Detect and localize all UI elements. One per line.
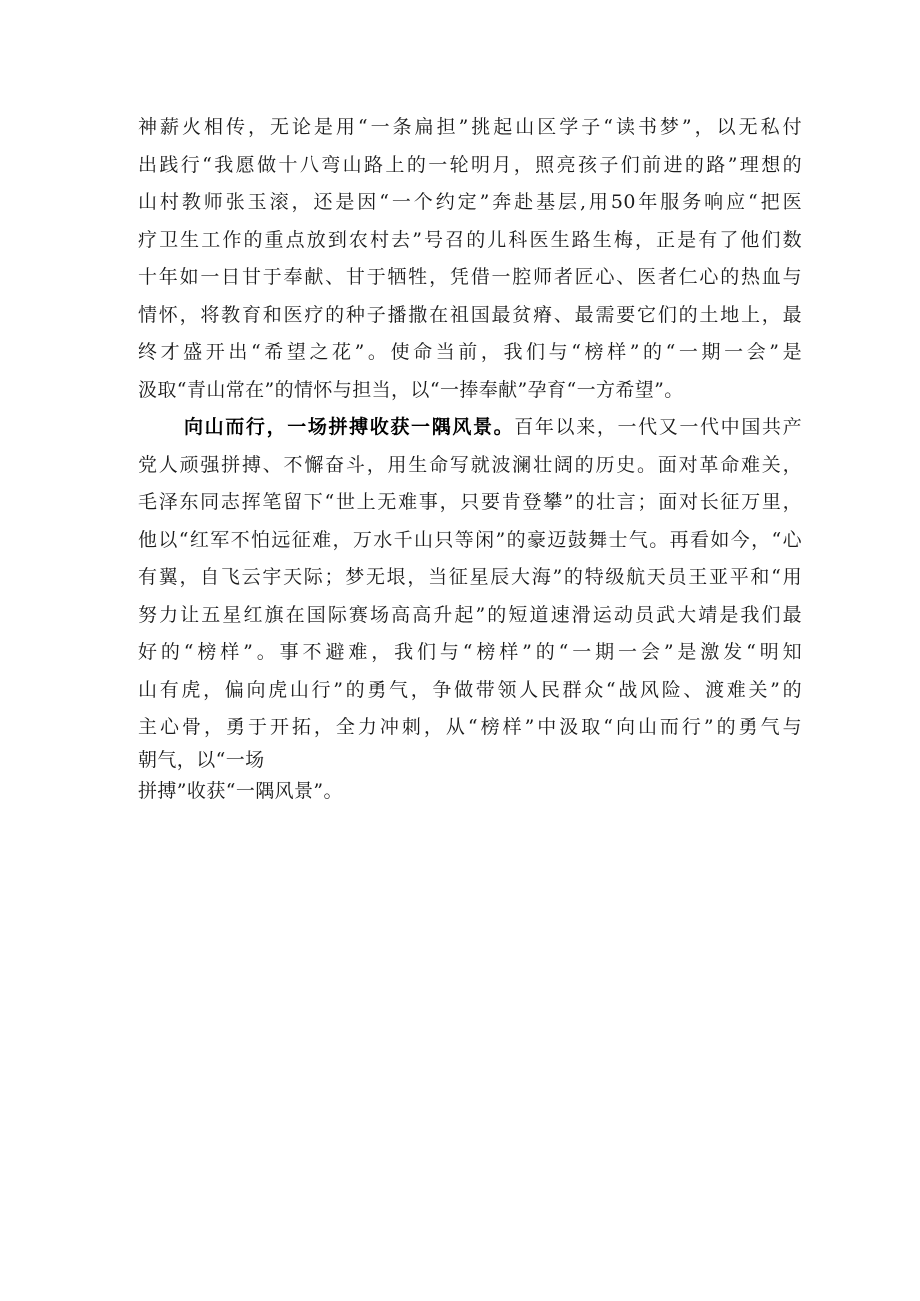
text-line: 疗卫生工作的重点放到农村去”号召的儿科医生路生梅，正是有了他们数 xyxy=(138,228,802,251)
text-line: 拼搏”收获“一隅风景”。 xyxy=(138,779,343,802)
text-line: 毛泽东同志挥笔留下“世上无难事，只要肯登攀”的壮言；面对长征万里， xyxy=(138,491,802,513)
text-line: 神薪火相传，无论是用“一条扁担”挑起山区学子“读书梦”，以无私付 xyxy=(138,116,802,138)
text-line: 好的“榜样”。事不避难，我们与“榜样”的“一期一会”是激发“明知 xyxy=(138,641,802,663)
text-line: 终才盛开出“希望之花”。使命当前，我们与“榜样”的“一期一会”是 xyxy=(138,341,802,363)
text-line: 山村教师张玉滚，还是因“一个约定”奔赴基层,用50年服务响应“把医 xyxy=(138,191,802,213)
text-line: 山有虎，偏向虎山行”的勇气，争做带领人民群众“战风险、渡难关”的 xyxy=(138,678,802,701)
text-line: 他以“红军不怕远征难，万水千山只等闲”的豪迈鼓舞士气。再看如今，“心 xyxy=(138,528,802,551)
text-line: 汲取“青山常在”的情怀与担当，以“一捧奉献”孕育“一方希望”。 xyxy=(138,378,684,401)
section-heading: 向山而行，一场拼搏收获一隅风景。 xyxy=(184,416,515,438)
paragraph-1 xyxy=(138,109,802,409)
text-line: 党人顽强拼搏、不懈奋斗，用生命写就波澜壮阔的历史。面对革命难关， xyxy=(138,453,802,476)
paragraph-2 xyxy=(138,409,802,810)
text-run: 百年以来，一代又一代中国共产 xyxy=(514,416,802,438)
text-line: 努力让五星红旗在国际赛场高高升起”的短道速滑运动员武大靖是我们最 xyxy=(138,603,802,626)
text-line: 朝气，以“一场 xyxy=(138,748,265,771)
text-line: 情怀，将教育和医疗的种子播撒在祖国最贫瘠、最需要它们的土地上，最 xyxy=(138,303,802,326)
text-line: 有翼，自飞云宇天际；梦无垠，当征星辰大海”的特级航天员王亚平和“用 xyxy=(138,566,802,588)
text-line: 主心骨，勇于开拓，全力冲刺，从“榜样”中汲取“向山而行”的勇气与 xyxy=(138,716,802,738)
text-line: 出践行“我愿做十八弯山路上的一轮明月，照亮孩子们前进的路”理想的 xyxy=(138,153,802,176)
paragraph-2-first-line xyxy=(138,409,802,447)
text-line: 十年如一日甘于奉献、甘于牺牲，凭借一腔师者匠心、医者仁心的热血与 xyxy=(138,266,802,288)
document-body xyxy=(138,109,802,810)
